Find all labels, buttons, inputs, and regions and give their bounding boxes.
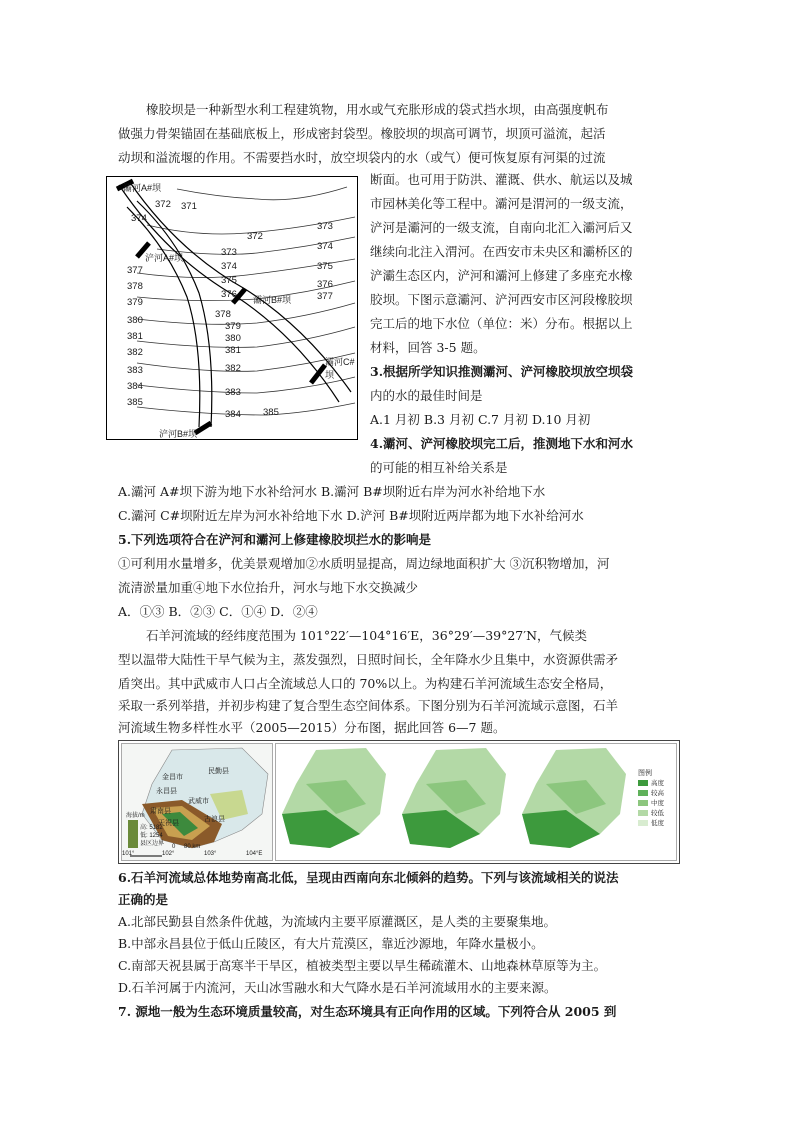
q7-stem: 7. 源地一般为生态环境质量较高，对生态环境具有正向作用的区域。下列符合从 2005 到 — [118, 1004, 617, 1019]
contour-value: 385 — [263, 407, 279, 418]
q6-stem-2: 正确的是 — [118, 892, 169, 907]
scale-zero: 0 — [172, 844, 176, 850]
place-sunan: 肃南县 — [150, 808, 171, 815]
contour-value: 379 — [127, 297, 143, 308]
biodiversity-maps — [275, 743, 677, 861]
q5-line-2: 流清淤量加重④地下水位抬升，河水与地下水交换减少 — [118, 580, 419, 595]
contour-value: 384 — [127, 381, 143, 392]
contour-value: 379 — [225, 321, 241, 332]
intro-right-7: 完工后的地下水位（单位：米）分布。根据以上 — [370, 316, 633, 331]
elevation-legend-boundary: 县区边界 — [140, 841, 165, 847]
place-minqin: 民勤县 — [208, 768, 229, 775]
para2-line-2: 型以温带大陆性干旱气候为主，蒸发强烈，日照时间长，全年降水少且集中，水资源供需矛 — [118, 652, 619, 667]
intro-right-3: 浐河是灞河的一级支流，自南向北汇入灞河后又 — [370, 220, 633, 235]
groundwater-contour-map — [106, 176, 358, 440]
contour-value: 372 — [155, 199, 171, 210]
bio-legend-item: 低度 — [651, 820, 664, 827]
contour-value: 372 — [247, 231, 263, 242]
biodiversity-maps-svg — [276, 744, 676, 860]
para2-line-5: 河流域生物多样性水平（2005—2015）分布图，据此回答 6—7 题。 — [118, 720, 506, 735]
place-jinchang: 金昌市 — [162, 774, 183, 781]
contour-value: 375 — [317, 261, 333, 272]
q3-stem-1: 3.根据所学知识推测灞河、浐河橡胶坝放空坝袋 — [370, 364, 634, 379]
contour-value: 374 — [317, 241, 333, 252]
lon-tick: 101° — [122, 851, 135, 857]
q4-options-ab: A.灞河 A#坝下游为地下水补给河水 B.灞河 B#坝附近右岸为河水补给地下水 — [118, 484, 546, 499]
contour-value: 378 — [215, 309, 231, 320]
bio-legend-title: 图例 — [638, 770, 652, 777]
contour-value: 378 — [127, 281, 143, 292]
contour-value: 384 — [225, 409, 241, 420]
intro-line-1: 橡胶坝是一种新型水利工程建筑物，用水或气充胀形成的袋式挡水坝，由高强度帆布 — [146, 102, 609, 117]
lon-tick: 104°E — [246, 851, 263, 857]
place-gulang: 古浪县 — [204, 816, 225, 823]
intro-right-2: 市园林美化等工程中。灞河是渭河的一级支流， — [370, 196, 633, 211]
intro-line-2: 做强力骨架锚固在基础底板上，形成密封袋型。橡胶坝的坝高可调节，坝顶可溢流，起活 — [118, 126, 606, 141]
dam-label-chan-b: 浐河B#坝 — [159, 429, 198, 439]
contour-value: 377 — [127, 265, 143, 276]
elevation-legend-title: 海拔/m — [126, 813, 145, 819]
q4-stem-1: 4.灞河、浐河橡胶坝完工后，推测地下水和河水 — [370, 436, 634, 451]
place-wuwei: 武威市 — [188, 798, 209, 805]
intro-right-5: 浐灞生态区内，浐河和灞河上修建了多座充水橡 — [370, 268, 633, 283]
bio-legend-item: 较高 — [651, 790, 664, 797]
q6-option-b: B.中部永昌县位于低山丘陵区，有大片荒漠区，靠近沙源地，年降水量极小。 — [118, 936, 544, 951]
intro-right-8: 材料，回答 3-5 题。 — [370, 340, 486, 355]
contour-value: 383 — [225, 387, 241, 398]
para2-line-1: 石羊河流域的经纬度范围为 101°22′—104°16′E，36°29′—39°27′N，气候类 — [146, 628, 588, 643]
dam-label-ba-a: 灞河A#坝 — [123, 183, 162, 193]
q6-stem-1: 6.石羊河流域总体地势南高北低，呈现由西南向东北倾斜的趋势。下列与该流域相关的说法 — [118, 870, 619, 885]
place-tianzhu: 天祝县 — [158, 820, 179, 827]
dam-markers — [117, 181, 325, 433]
contour-value: 382 — [127, 347, 143, 358]
contour-value: 385 — [127, 397, 143, 408]
contour-value: 375 — [221, 275, 237, 286]
q5-stem: 5.下列选项符合在浐河和灞河上修建橡胶坝拦水的影响是 — [118, 532, 432, 547]
intro-line-3: 动坝和溢流堰的作用。不需要挡水时，放空坝袋内的水（或气）便可恢复原有河渠的过流 — [118, 150, 606, 165]
bio-map-2005 — [282, 748, 386, 848]
q4-stem-2: 的可能的相互补给关系是 — [370, 460, 508, 475]
contour-value: 381 — [225, 345, 241, 356]
q3-stem-2: 内的水的最佳时间是 — [370, 388, 483, 403]
contour-value: 380 — [225, 333, 241, 344]
lon-tick: 102° — [162, 851, 175, 857]
dam-label-ba-b: 灞河B#坝 — [253, 295, 292, 305]
dam-label-ba-c: 灞河C#坝 — [325, 357, 355, 380]
place-yongchang: 永昌县 — [156, 788, 177, 795]
contour-value: 382 — [225, 363, 241, 374]
contour-value: 377 — [317, 291, 333, 302]
chan-river — [127, 201, 212, 427]
intro-right-1: 断面。也可用于防洪、灌溉、供水、航运以及城 — [370, 172, 633, 187]
contour-value: 381 — [127, 331, 143, 342]
intro-right-6: 胶坝。下图示意灞河、浐河西安市区河段橡胶坝 — [370, 292, 633, 307]
intro-right-4: 继续向北注入渭河。在西安市未央区和灞桥区的 — [370, 244, 633, 259]
q6-option-a: A.北部民勤县自然条件优越，为流域内主要平原灌溉区，是人类的主要聚集地。 — [118, 914, 557, 929]
contour-value: 376 — [317, 279, 333, 290]
bio-legend-item: 较低 — [651, 810, 664, 817]
para2-line-4: 采取一系列举措，并初步构建了复合型生态空间体系。下图分别为石羊河流域示意图，石羊 — [118, 698, 619, 713]
elevation-legend-low: 低: 1254 — [140, 833, 163, 839]
contour-value: 376 — [221, 289, 237, 300]
contour-value: 374 — [131, 213, 147, 224]
bio-legend-item: 高度 — [651, 780, 664, 787]
bio-legend-item: 中度 — [651, 800, 664, 807]
contour-value: 383 — [127, 365, 143, 376]
scale-end: 80 km — [184, 844, 201, 850]
dam-label-chan-a: 浐河A#坝 — [145, 253, 184, 263]
lon-tick: 103° — [204, 851, 217, 857]
contour-value: 373 — [221, 247, 237, 258]
q6-option-d: D.石羊河属于内流河，天山冰雪融水和大气降水是石羊河流域用水的主要来源。 — [118, 980, 557, 995]
elevation-legend-high: 高: 5182 — [140, 825, 163, 831]
contour-value: 380 — [127, 315, 143, 326]
contour-value: 371 — [181, 201, 197, 212]
bio-map-2010 — [402, 748, 506, 848]
q4-options-cd: C.灞河 C#坝附近左岸为河水补给地下水 D.浐河 B#坝附近两岸都为地下水补给河水 — [118, 508, 584, 523]
bio-map-2015 — [522, 748, 626, 848]
q5-line-1: ①可利用水量增多，优美景观增加②水质明显提高，周边绿地面积扩大 ③沉积物增加，河 — [118, 556, 610, 571]
contour-value: 374 — [221, 261, 237, 272]
elevation-map — [121, 743, 273, 861]
q6-option-c: C.南部天祝县属于高寒半干旱区，植被类型主要以旱生稀疏灌木、山地森林草原等为主。 — [118, 958, 607, 973]
q5-options: A．①③ B．②③ C．①④ D．②④ — [118, 604, 318, 619]
q3-options: A.1 月初 B.3 月初 C.7 月初 D.10 月初 — [370, 412, 591, 427]
para2-line-3: 盾突出。其中武威市人口占全流域总人口的 70%以上。为构建石羊河流域生态安全格局， — [118, 676, 613, 691]
contour-value: 373 — [317, 221, 333, 232]
shiyang-basin-figure — [118, 740, 680, 864]
